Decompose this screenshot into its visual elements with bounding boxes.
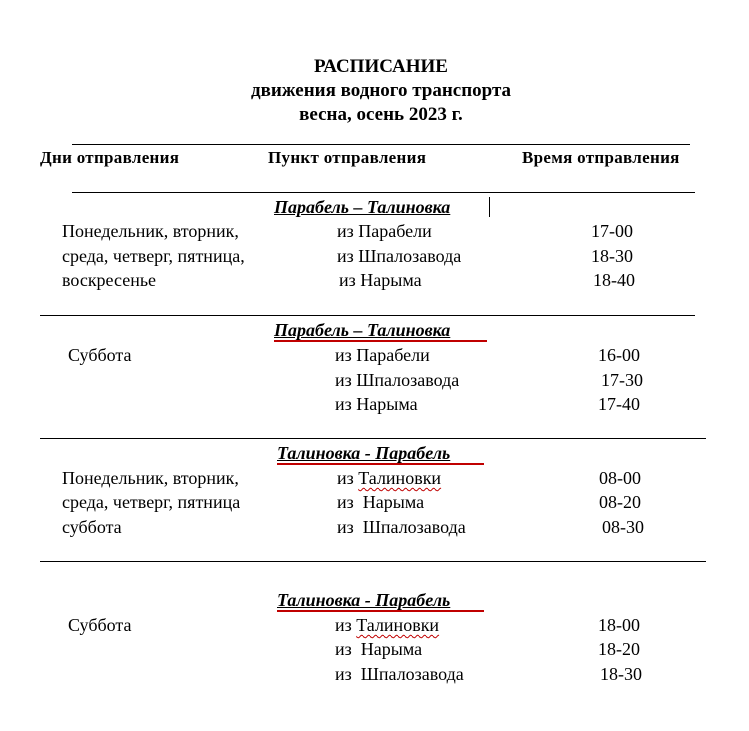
section-heading: Талиновка - Парабель	[277, 443, 451, 463]
days-text: Понедельник, вторник,	[62, 221, 239, 241]
departure-time: 08-00	[599, 468, 641, 488]
divider	[40, 315, 695, 316]
section-heading: Парабель – Талиновка	[274, 320, 451, 340]
red-underline	[277, 610, 484, 612]
header-point: Пункт отправления	[268, 148, 427, 167]
departure-point: из Шпалозавода	[337, 517, 466, 537]
divider	[40, 438, 706, 439]
departure-point: из Нарыма	[335, 394, 418, 414]
departure-point: из Нарыма	[339, 270, 422, 290]
departure-point: из Нарыма	[335, 639, 423, 659]
red-underline	[274, 340, 487, 342]
divider	[72, 144, 690, 145]
section-heading: Парабель – Талиновка	[274, 197, 451, 217]
departure-time: 08-20	[599, 492, 641, 512]
departure-point: из Талиновки	[335, 615, 440, 635]
departure-time: 16-00	[598, 345, 640, 365]
departure-point: из Шпалозавода	[335, 664, 464, 684]
days-text: Понедельник, вторник,	[62, 468, 239, 488]
departure-time: 08-30	[602, 517, 644, 537]
departure-point: из Шпалозавода	[337, 246, 462, 266]
header-days: Дни отправления	[40, 148, 180, 167]
departure-time: 17-00	[591, 221, 633, 241]
departure-point: из Шпалозавода	[335, 370, 460, 390]
text-cursor	[489, 197, 490, 217]
departure-time: 17-30	[601, 370, 643, 390]
days-text: среда, четверг, пятница,	[62, 246, 245, 266]
departure-point: из Парабели	[337, 221, 432, 241]
days-text: воскресенье	[62, 270, 157, 290]
departure-time: 18-40	[593, 270, 635, 290]
departure-time: 18-00	[598, 615, 640, 635]
divider	[72, 192, 695, 193]
departure-point: из Нарыма	[337, 492, 425, 512]
days-text: Суббота	[68, 615, 132, 635]
days-text: Суббота	[68, 345, 132, 365]
days-text: среда, четверг, пятница	[62, 492, 241, 512]
departure-point: из Талиновки	[337, 468, 442, 488]
departure-time: 18-30	[600, 664, 642, 684]
departure-time: 18-30	[591, 246, 633, 266]
document-title: РАСПИСАНИЕ	[314, 56, 448, 77]
departure-point: из Парабели	[335, 345, 430, 365]
red-underline	[277, 463, 484, 465]
departure-time: 17-40	[598, 394, 640, 414]
header-time: Время отправления	[522, 148, 680, 167]
document-period: весна, осень 2023 г.	[299, 104, 463, 125]
departure-time: 18-20	[598, 639, 640, 659]
section-heading: Талиновка - Парабель	[277, 590, 451, 610]
document-subtitle: движения водного транспорта	[250, 80, 512, 101]
divider	[40, 561, 706, 562]
days-text: суббота	[62, 517, 122, 537]
